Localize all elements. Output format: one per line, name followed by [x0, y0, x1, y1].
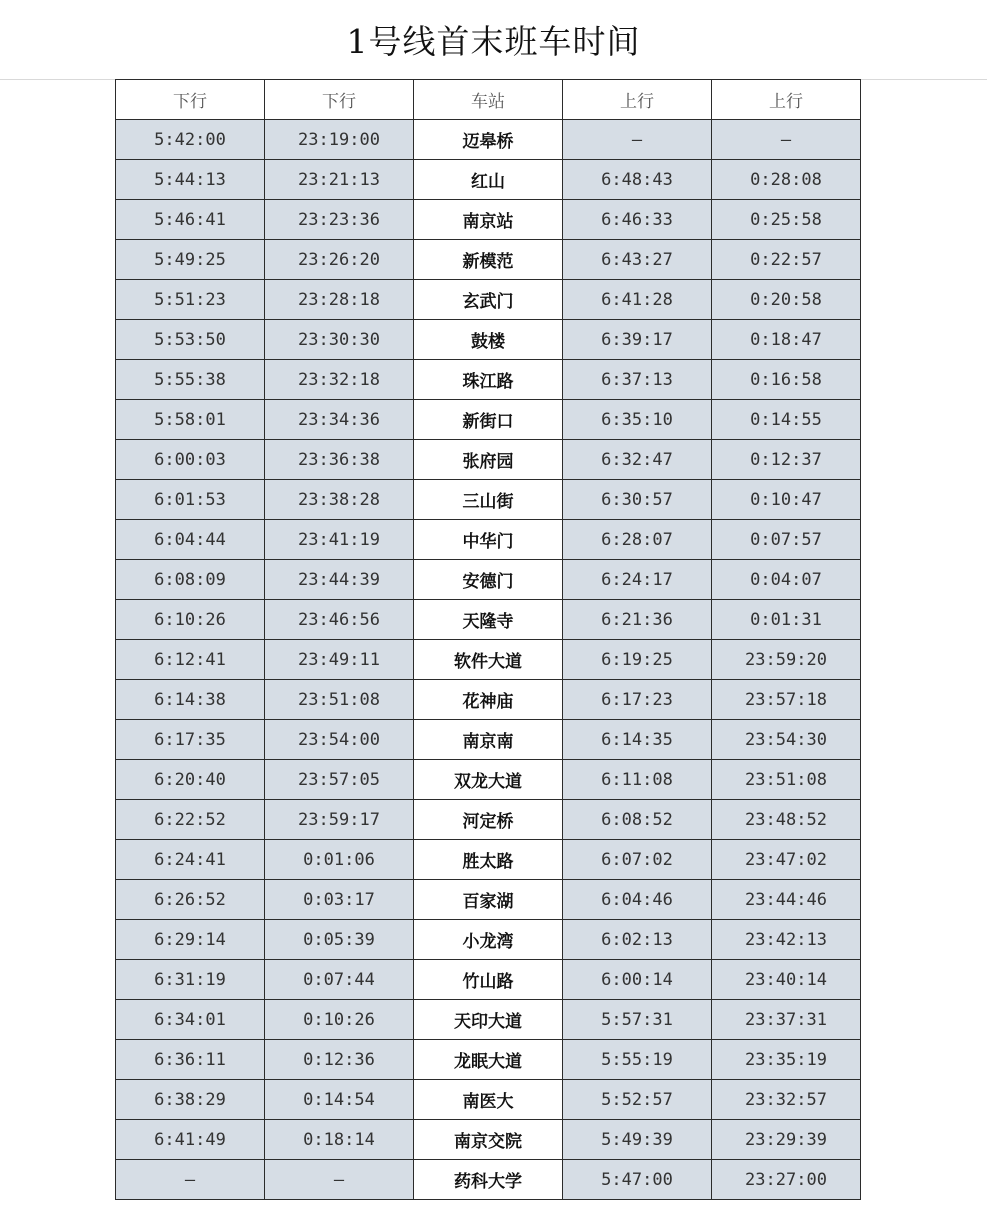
station-name: 中华门: [414, 520, 563, 560]
up-first-time: 6:17:23: [563, 680, 712, 720]
up-first-time: 6:00:14: [563, 960, 712, 1000]
down-last-time: 23:36:38: [265, 440, 414, 480]
down-first-time: 6:26:52: [116, 880, 265, 920]
up-first-time: 5:49:39: [563, 1120, 712, 1160]
up-first-time: 6:07:02: [563, 840, 712, 880]
up-first-time: 6:35:10: [563, 400, 712, 440]
up-last-time: 23:35:19: [712, 1040, 861, 1080]
down-first-time: 6:08:09: [116, 560, 265, 600]
title-bar: [0, 0, 987, 80]
station-name: 新街口: [414, 400, 563, 440]
down-first-time: —: [116, 1160, 265, 1200]
table-row: [116, 680, 861, 720]
timetable-body: [116, 120, 861, 1200]
down-last-time: 23:49:11: [265, 640, 414, 680]
up-last-time: 0:01:31: [712, 600, 861, 640]
up-last-time: 23:51:08: [712, 760, 861, 800]
table-row: [116, 120, 861, 160]
down-first-time: 5:46:41: [116, 200, 265, 240]
up-last-time: 23:37:31: [712, 1000, 861, 1040]
table-row: [116, 320, 861, 360]
up-last-time: 23:29:39: [712, 1120, 861, 1160]
down-first-time: 6:34:01: [116, 1000, 265, 1040]
down-last-time: 23:19:00: [265, 120, 414, 160]
header-down-last: 下行: [265, 80, 414, 120]
station-name: 龙眠大道: [414, 1040, 563, 1080]
header-row: [116, 80, 861, 120]
down-last-time: 0:07:44: [265, 960, 414, 1000]
down-last-time: 0:03:17: [265, 880, 414, 920]
up-first-time: 6:21:36: [563, 600, 712, 640]
down-last-time: 23:23:36: [265, 200, 414, 240]
down-last-time: 23:46:56: [265, 600, 414, 640]
table-row: [116, 1080, 861, 1120]
table-row: [116, 880, 861, 920]
down-first-time: 6:38:29: [116, 1080, 265, 1120]
up-last-time: 0:18:47: [712, 320, 861, 360]
down-last-time: 0:10:26: [265, 1000, 414, 1040]
up-first-time: 6:11:08: [563, 760, 712, 800]
station-name: 迈皋桥: [414, 120, 563, 160]
down-first-time: 6:20:40: [116, 760, 265, 800]
table-row: [116, 240, 861, 280]
station-name: 红山: [414, 160, 563, 200]
table-row: [116, 360, 861, 400]
down-first-time: 6:10:26: [116, 600, 265, 640]
table-row: [116, 640, 861, 680]
up-first-time: 6:43:27: [563, 240, 712, 280]
down-last-time: 23:34:36: [265, 400, 414, 440]
up-last-time: 23:54:30: [712, 720, 861, 760]
up-last-time: 0:28:08: [712, 160, 861, 200]
down-first-time: 6:00:03: [116, 440, 265, 480]
down-first-time: 6:31:19: [116, 960, 265, 1000]
up-last-time: 23:27:00: [712, 1160, 861, 1200]
up-first-time: 6:30:57: [563, 480, 712, 520]
station-name: 玄武门: [414, 280, 563, 320]
down-last-time: 0:01:06: [265, 840, 414, 880]
table-row: [116, 1120, 861, 1160]
table-row: [116, 480, 861, 520]
table-row: [116, 960, 861, 1000]
station-name: 南京南: [414, 720, 563, 760]
table-row: [116, 920, 861, 960]
station-name: 竹山路: [414, 960, 563, 1000]
down-last-time: 23:28:18: [265, 280, 414, 320]
up-first-time: —: [563, 120, 712, 160]
down-first-time: 6:24:41: [116, 840, 265, 880]
up-first-time: 5:55:19: [563, 1040, 712, 1080]
down-last-time: 23:54:00: [265, 720, 414, 760]
down-first-time: 6:22:52: [116, 800, 265, 840]
station-name: 鼓楼: [414, 320, 563, 360]
station-name: 小龙湾: [414, 920, 563, 960]
table-row: [116, 720, 861, 760]
down-first-time: 5:44:13: [116, 160, 265, 200]
down-first-time: 5:55:38: [116, 360, 265, 400]
down-last-time: 23:41:19: [265, 520, 414, 560]
table-row: [116, 440, 861, 480]
station-name: 新模范: [414, 240, 563, 280]
down-first-time: 6:14:38: [116, 680, 265, 720]
station-name: 软件大道: [414, 640, 563, 680]
up-last-time: 23:42:13: [712, 920, 861, 960]
up-last-time: 0:07:57: [712, 520, 861, 560]
table-row: [116, 200, 861, 240]
station-name: 南医大: [414, 1080, 563, 1120]
down-last-time: 0:14:54: [265, 1080, 414, 1120]
station-name: 百家湖: [414, 880, 563, 920]
down-last-time: 23:59:17: [265, 800, 414, 840]
up-last-time: 0:12:37: [712, 440, 861, 480]
station-name: 安德门: [414, 560, 563, 600]
station-name: 胜太路: [414, 840, 563, 880]
down-last-time: 23:51:08: [265, 680, 414, 720]
up-last-time: 0:10:47: [712, 480, 861, 520]
down-last-time: 23:32:18: [265, 360, 414, 400]
table-row: [116, 600, 861, 640]
up-first-time: 6:14:35: [563, 720, 712, 760]
up-first-time: 5:57:31: [563, 1000, 712, 1040]
header-down-first: 下行: [116, 80, 265, 120]
station-name: 药科大学: [414, 1160, 563, 1200]
up-last-time: 0:16:58: [712, 360, 861, 400]
up-last-time: 0:20:58: [712, 280, 861, 320]
table-row: [116, 1000, 861, 1040]
up-last-time: 23:47:02: [712, 840, 861, 880]
down-first-time: 5:42:00: [116, 120, 265, 160]
down-first-time: 6:36:11: [116, 1040, 265, 1080]
down-last-time: 0:05:39: [265, 920, 414, 960]
table-row: [116, 520, 861, 560]
up-last-time: 23:40:14: [712, 960, 861, 1000]
up-last-time: 23:32:57: [712, 1080, 861, 1120]
up-first-time: 5:47:00: [563, 1160, 712, 1200]
down-last-time: 23:38:28: [265, 480, 414, 520]
page-title: 1号线首末班车时间: [346, 22, 641, 61]
down-last-time: 0:12:36: [265, 1040, 414, 1080]
header-up-last: 上行: [712, 80, 861, 120]
up-first-time: 6:04:46: [563, 880, 712, 920]
up-last-time: 23:57:18: [712, 680, 861, 720]
station-name: 张府园: [414, 440, 563, 480]
up-first-time: 6:32:47: [563, 440, 712, 480]
table-row: [116, 760, 861, 800]
table-row: [116, 800, 861, 840]
header-up-first: 上行: [563, 80, 712, 120]
down-last-time: —: [265, 1160, 414, 1200]
table-row: [116, 840, 861, 880]
down-first-time: 5:49:25: [116, 240, 265, 280]
down-first-time: 6:01:53: [116, 480, 265, 520]
station-name: 天隆寺: [414, 600, 563, 640]
station-name: 三山街: [414, 480, 563, 520]
down-first-time: 6:17:35: [116, 720, 265, 760]
table-row: [116, 1160, 861, 1200]
down-first-time: 5:58:01: [116, 400, 265, 440]
up-first-time: 6:48:43: [563, 160, 712, 200]
up-last-time: 0:04:07: [712, 560, 861, 600]
up-first-time: 6:19:25: [563, 640, 712, 680]
up-first-time: 6:41:28: [563, 280, 712, 320]
up-last-time: 23:48:52: [712, 800, 861, 840]
table-row: [116, 280, 861, 320]
up-last-time: —: [712, 120, 861, 160]
header-station: 车站: [414, 80, 563, 120]
down-last-time: 23:30:30: [265, 320, 414, 360]
station-name: 南京交院: [414, 1120, 563, 1160]
table-row: [116, 560, 861, 600]
station-name: 天印大道: [414, 1000, 563, 1040]
up-first-time: 6:24:17: [563, 560, 712, 600]
down-first-time: 6:04:44: [116, 520, 265, 560]
up-first-time: 5:52:57: [563, 1080, 712, 1120]
table-row: [116, 1040, 861, 1080]
down-first-time: 5:53:50: [116, 320, 265, 360]
table-row: [116, 160, 861, 200]
up-last-time: 0:22:57: [712, 240, 861, 280]
down-last-time: 0:18:14: [265, 1120, 414, 1160]
up-last-time: 0:25:58: [712, 200, 861, 240]
timetable: [115, 79, 861, 1200]
station-name: 花神庙: [414, 680, 563, 720]
up-first-time: 6:02:13: [563, 920, 712, 960]
up-first-time: 6:46:33: [563, 200, 712, 240]
down-last-time: 23:57:05: [265, 760, 414, 800]
up-first-time: 6:08:52: [563, 800, 712, 840]
up-last-time: 0:14:55: [712, 400, 861, 440]
down-first-time: 6:41:49: [116, 1120, 265, 1160]
up-first-time: 6:28:07: [563, 520, 712, 560]
up-last-time: 23:44:46: [712, 880, 861, 920]
station-name: 双龙大道: [414, 760, 563, 800]
down-last-time: 23:26:20: [265, 240, 414, 280]
up-first-time: 6:39:17: [563, 320, 712, 360]
down-first-time: 5:51:23: [116, 280, 265, 320]
station-name: 珠江路: [414, 360, 563, 400]
station-name: 南京站: [414, 200, 563, 240]
station-name: 河定桥: [414, 800, 563, 840]
down-last-time: 23:21:13: [265, 160, 414, 200]
down-first-time: 6:12:41: [116, 640, 265, 680]
up-first-time: 6:37:13: [563, 360, 712, 400]
up-last-time: 23:59:20: [712, 640, 861, 680]
down-first-time: 6:29:14: [116, 920, 265, 960]
down-last-time: 23:44:39: [265, 560, 414, 600]
table-row: [116, 400, 861, 440]
